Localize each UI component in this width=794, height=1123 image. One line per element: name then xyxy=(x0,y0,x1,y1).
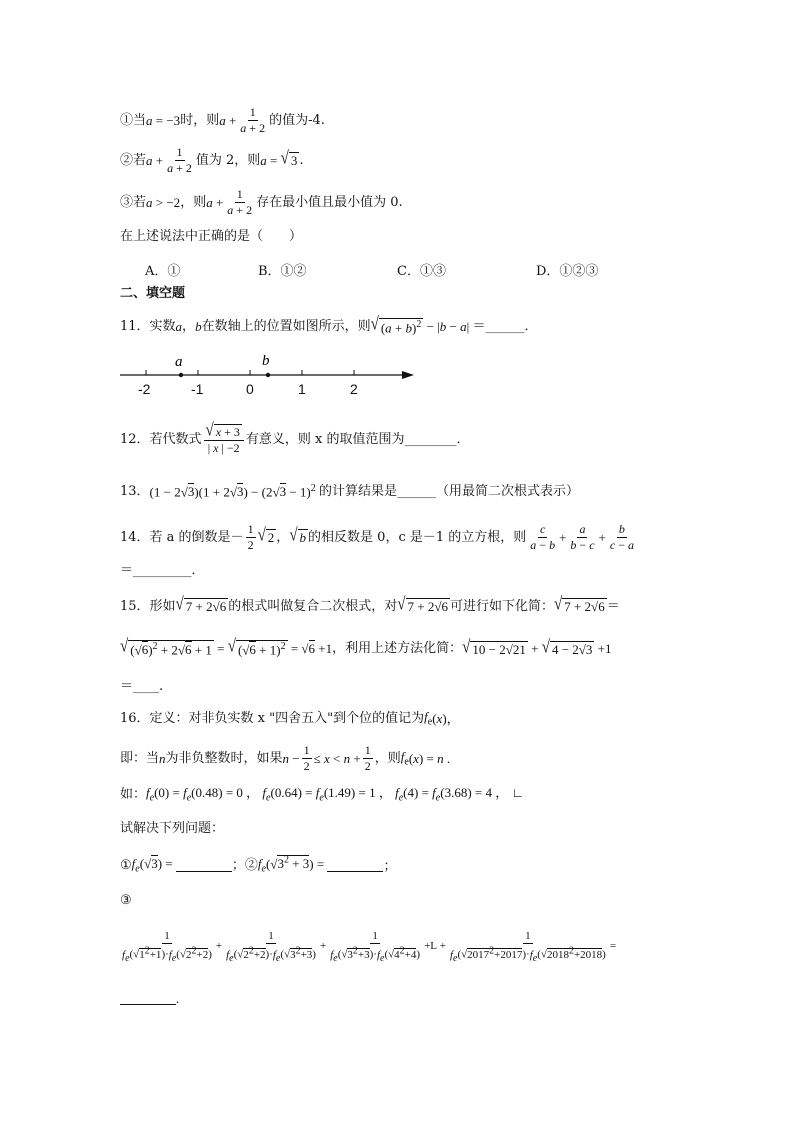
tick-label: -2 xyxy=(138,381,151,397)
arrow-icon xyxy=(402,371,414,379)
point-a xyxy=(179,373,183,377)
fraction: $\frac{1}{a + 2}$ xyxy=(227,187,253,218)
fraction: $\frac{1}{2}$ xyxy=(303,743,310,774)
question-16-examples: 如： $f_e(0) = f_e(0.48) = 0$ ， $f_e(0.64) = f_e(1.49) = 1$ ， $f_e(4) = f_e(3.68) = 4$ ， ∟ xyxy=(120,785,525,804)
fraction: $\frac{1}{f_e(√1^2+1)\cdot f_e(√2^2+2)}$ xyxy=(122,930,212,964)
question-text: 为非负整数时，如果 xyxy=(165,751,283,767)
statement-text: ③若 xyxy=(120,195,147,211)
sqrt: √ $(a + b)^2$ xyxy=(370,315,422,336)
tick-label: 1 xyxy=(298,381,306,397)
statement-3: ③若 a > −2 ，则 a + $\frac{1}{a + 2}$ 存在最小值且最小值为 0. xyxy=(120,187,403,218)
statement-text: 值为 2，则 xyxy=(195,153,261,169)
fraction: √ x + 3 | x | −2 xyxy=(204,424,244,456)
section-heading: 二、填空题 xyxy=(120,286,186,301)
fraction: $\frac{1}{f_e(√2017^2+2017)\cdot f_e(√2018^2+2018)}$ xyxy=(449,930,606,964)
tick-label: 2 xyxy=(350,381,358,397)
question-15-answer: ＝____. xyxy=(120,679,164,694)
question-14: 14．若 a 的倒数是－ $\frac{1}{2}$ √ 2 ， √ b 的相反数是 0，c 是－1 的立方根，则 $\frac{c}{a - b}$ + $\frac{a}{b - c}$ + $\frac{b}{c - a}$ xyxy=(120,522,634,553)
statement-text: 存在最小值且最小值为 0. xyxy=(256,195,403,211)
statement-text: ①当 xyxy=(120,113,147,129)
option-c[interactable]: C．①③ xyxy=(397,264,446,279)
tick-label: -1 xyxy=(191,381,204,397)
question-text: 可进行如下化简： xyxy=(449,598,554,614)
sqrt: √ 7 + 2√6 xyxy=(553,595,605,615)
question-16-def: 即：当 n 为非负整数时，如果 n − $\frac{1}{2}$ ≤ x < n + $\frac{1}{2}$ ，则 $f_e$ (x) = n . xyxy=(120,743,451,774)
tick-label: 0 xyxy=(246,381,254,397)
question-text: 11．实数 xyxy=(120,319,176,335)
question-text: ， xyxy=(276,530,290,546)
option-a[interactable]: A．① xyxy=(145,264,181,279)
question-text: 14．若 a 的倒数是－ xyxy=(120,530,244,546)
question-text: 12．若代数式 xyxy=(120,432,202,448)
question-16: 16．定义：对非负实数 x "四舍五入"到个位的值记为 $f_e$ (x)， xyxy=(120,709,460,728)
label-b: b xyxy=(262,353,270,369)
point-b xyxy=(266,373,270,377)
fraction: $\frac{c}{a - b}$ xyxy=(530,522,556,553)
question-text: 的计算结果是 xyxy=(319,483,398,499)
sqrt: √ $(√6 + 1)^2$ xyxy=(227,637,286,658)
question-15-line2: √ $(√6)^2 + 2√6 + 1$ = √ $(√6 + 1)^2$ = √6 +1 ，利用上述方法化简： √ 10 − 2√21 + √ 4 − 2√3 +1 xyxy=(120,637,612,658)
fraction: $\frac{1}{a + 2}$ xyxy=(167,145,192,176)
question-11: 11．实数 a ， b 在数轴上的位置如图所示，则 √ $(a + b)^2$ − |b − a| ＝______． xyxy=(120,315,538,336)
question-text: 即：当 xyxy=(120,751,160,767)
question-text: 的相反数是 0，c 是－1 的立方根，则 xyxy=(308,530,527,546)
question-text: 15．形如 xyxy=(120,598,176,614)
statement-text: 时，则 xyxy=(180,113,220,129)
statement-1: ①当 a = −3 时，则 a + $\frac{1}{a + 2}$ 的值为-4. xyxy=(120,105,325,136)
answer-blank[interactable] xyxy=(120,992,176,1005)
fraction: $\frac{1}{f_e(√2^2+2)\cdot f_e(√3^2+3)}$ xyxy=(226,930,316,964)
question-16-part3: ③ xyxy=(120,893,132,908)
answer-blank: ________． xyxy=(404,432,470,448)
answer-blank: ______（用最简二次根式表示） xyxy=(397,483,580,499)
sqrt: √ 10 − 2√21 xyxy=(462,637,526,657)
question-15 xyxy=(120,595,620,615)
var-b: b xyxy=(195,319,202,335)
question-text: ① xyxy=(120,857,132,873)
statement-text: ，则 xyxy=(180,195,207,211)
answer-blank: ＝______． xyxy=(472,319,538,335)
question-text: 有意义，则 x 的取值范围为 xyxy=(245,432,405,448)
question-text: 的根式叫做复合二次根式，对 xyxy=(228,598,398,614)
sqrt: √ 4 − 2√3 xyxy=(541,637,593,657)
var-a: a xyxy=(175,319,183,335)
question-16-instruction: 试解决下列问题： xyxy=(120,821,225,836)
sqrt: √ b xyxy=(289,526,307,546)
answer-blank[interactable] xyxy=(176,859,232,872)
question-16-parts: ① $f_e(√3)$ = ；② $f_e(√3^2 + 3)$ = ； xyxy=(120,855,397,875)
question-text: 在数轴上的位置如图所示，则 xyxy=(201,319,371,335)
question-text: ，利用上述方法化简： xyxy=(332,641,463,657)
statement-text: . xyxy=(299,153,304,169)
question-13: 13． $(1 - 2√3)(1 + 2√3) - (2√3 - 1)^2$ 的计算结果是 ______（用最简二次根式表示） xyxy=(120,483,580,500)
option-d[interactable]: D．①②③ xyxy=(536,264,599,279)
sqrt: √ 7 + 2√6 xyxy=(175,595,227,615)
fraction: $\frac{a}{b - c}$ xyxy=(570,522,595,553)
question-text: ， xyxy=(182,319,196,335)
question-text: 在上述说法中正确的是（ ） xyxy=(120,229,303,244)
question-14-answer: ＝_________． xyxy=(120,563,205,578)
label-a: a xyxy=(175,354,183,370)
statement-text: 的值为-4. xyxy=(269,113,325,129)
fraction: $\frac{1}{2}$ xyxy=(247,522,254,553)
statement-2: ②若 a + $\frac{1}{a + 2}$ 值为 2，则 a = √ 3 . xyxy=(120,145,304,176)
question-text: 16．定义：对非负实数 x "四舍五入"到个位的值记为 xyxy=(120,711,425,727)
question-text: ＝ xyxy=(606,598,620,614)
question-16-sum: $\frac{1}{f_e(√1^2+1)\cdot f_e(√2^2+2)}$ + $\frac{1}{f_e(√2^2+2)\cdot f_e(√3^2+3)}$ + $\frac{1}{f_e(√3^2+3)\cdot f_e(√4^2+4)}$ +L + $\frac{1}{f_e(√2017^2+2017)\cdot f_e(√2018^2+2018)}$ = xyxy=(122,930,617,964)
fraction: $\frac{b}{c - a}$ xyxy=(609,522,634,553)
sqrt: √ 2 xyxy=(257,526,275,546)
fraction: $\frac{1}{a + 2}$ xyxy=(240,105,266,136)
fraction: $\frac{1}{2}$ xyxy=(364,743,371,774)
sqrt: √ $(√6)^2 + 2√6 + 1$ xyxy=(120,637,212,658)
question-12 xyxy=(120,421,470,456)
question-text: 如： xyxy=(120,787,147,803)
option-b[interactable]: B．①② xyxy=(258,264,307,279)
question-text: ，则 xyxy=(374,751,401,767)
statement-text: ②若 xyxy=(120,153,147,169)
answer-blank[interactable] xyxy=(327,859,383,872)
number-line xyxy=(118,348,418,398)
question-text: ；② xyxy=(231,857,258,873)
question-16-answer: . xyxy=(120,992,179,1005)
fraction: $\frac{1}{f_e(√3^2+3)\cdot f_e(√4^2+4)}$ xyxy=(330,930,421,964)
sqrt: √ 3 xyxy=(280,149,298,169)
question-text: 13． xyxy=(120,483,150,499)
sqrt: √ 7 + 2√6 xyxy=(397,595,448,615)
